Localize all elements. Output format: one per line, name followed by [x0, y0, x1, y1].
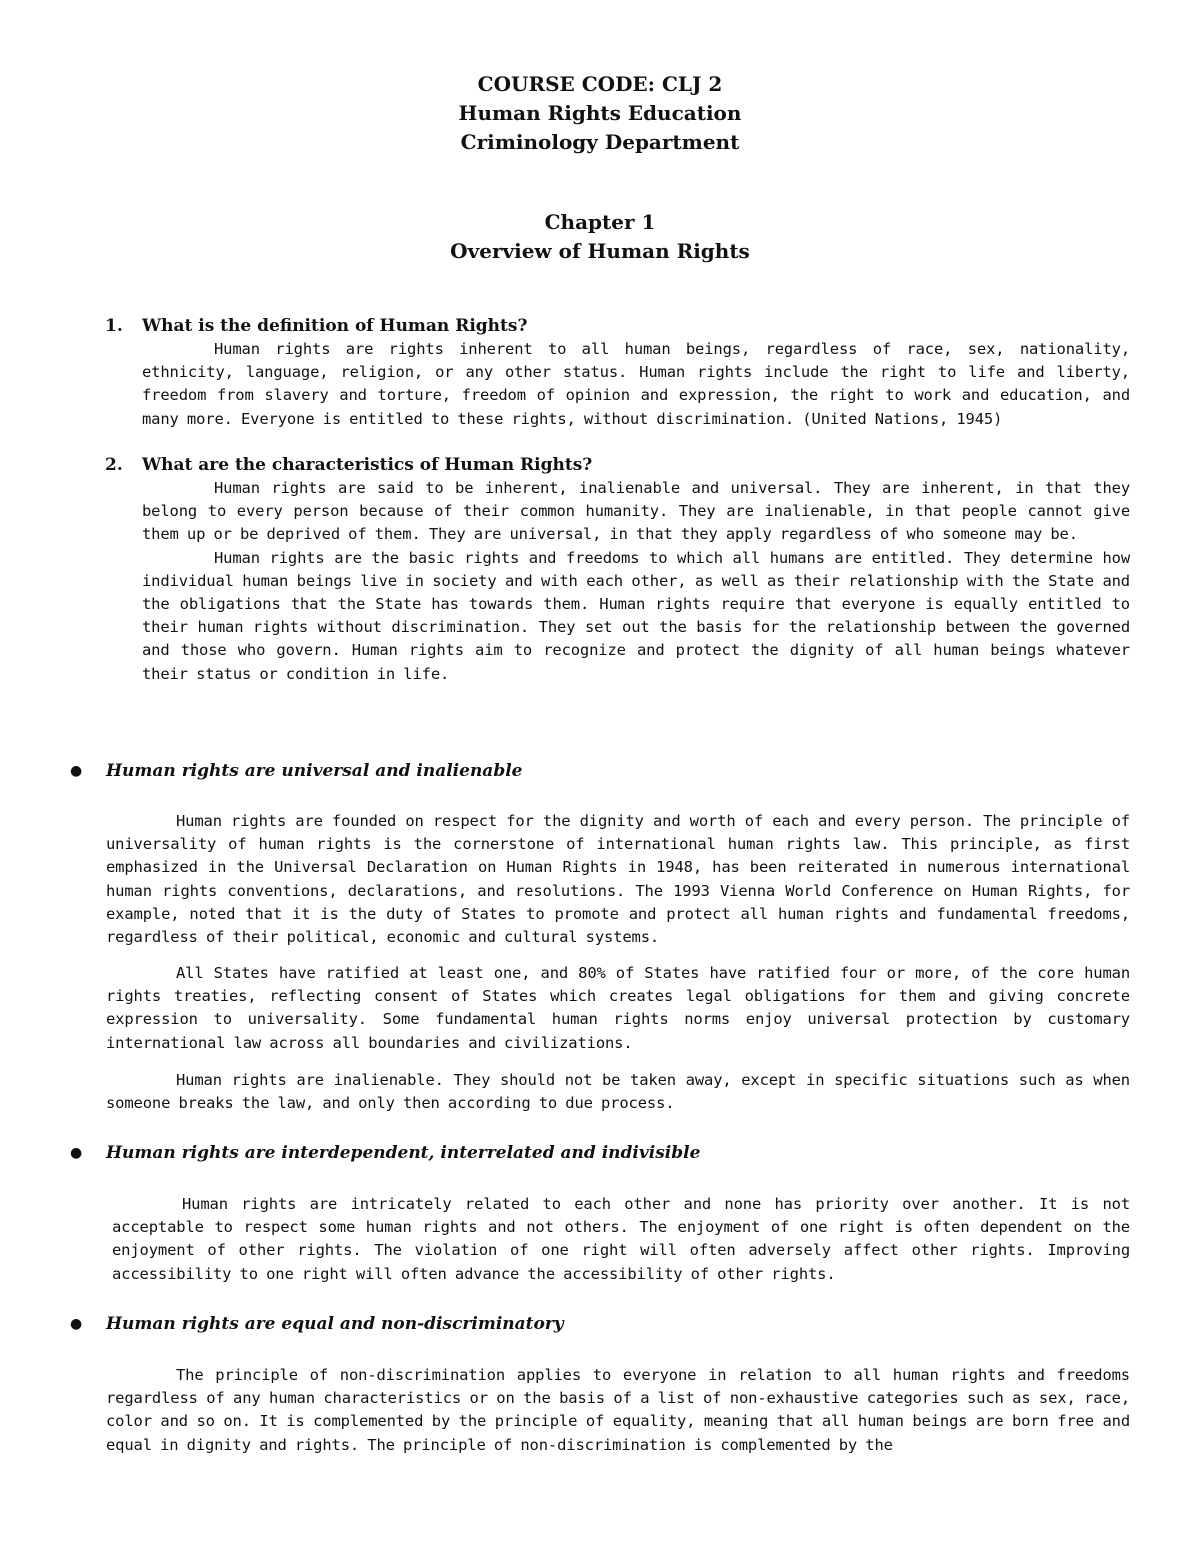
section-1-paragraph-2: All States have ratified at least one, and 80% of States have ratified four or more, of the core human rights treaties, reflecting consent of States which creates legal obligations for them and giving concrete expression to universality. Some fundamental human rights norms enjoy universal protection by customary international law across all boundaries and civilizations.	[106, 964, 1130, 1052]
section-heading-text: Human rights are interdependent, interrelated and indivisible	[106, 1143, 701, 1163]
section-2-paragraph-1: Human rights are intricately related to each other and none has priority over another. It is not acceptable to respect some human rights and not others. The enjoyment of one right is often dependent on the enjoyment of other rights. The violation of one right will often adversely affect other rights. Improving accessibility to one right will often advance the accessibility of other rights.	[112, 1195, 1130, 1283]
question-number: 2.	[105, 455, 123, 475]
chapter-number: Chapter 1	[544, 210, 656, 234]
section-3-heading	[70, 1313, 564, 1336]
bullet-icon: ●	[70, 1145, 83, 1161]
question-number: 1.	[105, 316, 123, 336]
bullet-icon: ●	[70, 763, 83, 779]
question-2-answer	[142, 477, 1130, 686]
course-title: Human Rights Education	[458, 101, 742, 125]
section-3-paragraph-1: The principle of non-discrimination applies to everyone in relation to all human rights and freedoms regardless of any human characteristics or on the basis of a list of non-exhaustive categories such as sex, race, color and so on. It is complemented by the principle of equality, meaning that all human beings are born free and equal in dignity and rights. The principle of non-discrimination is complemented by the	[106, 1366, 1130, 1454]
question-text: What are the characteristics of Human Rights?	[142, 455, 593, 475]
section-1-paragraph-1: Human rights are founded on respect for the dignity and worth of each and every person. The principle of universality of human rights is the cornerstone of international human rights law. This principle, as first emphasized in the Universal Declaration on Human Rights in 1948, has been reiterated in numerous international human rights conventions, declarations, and resolutions. The 1993 Vienna World Conference on Human Rights, for example, noted that it is the duty of States to promote and protect all human rights and fundamental freedoms, regardless of their political, economic and cultural systems.	[106, 812, 1130, 947]
question-text: What is the definition of Human Rights?	[142, 316, 528, 336]
section-1-paragraph-3: Human rights are inalienable. They should not be taken away, except in specific situations such as when someone breaks the law, and only then according to due process.	[106, 1071, 1130, 1113]
section-2-heading	[70, 1142, 700, 1165]
section-1-heading	[70, 760, 522, 783]
course-code: COURSE CODE: CLJ 2	[477, 72, 723, 96]
chapter-title: Overview of Human Rights	[450, 239, 750, 263]
question-2-title	[105, 454, 592, 477]
section-heading-text: Human rights are universal and inalienable	[106, 761, 523, 781]
chapter-header	[0, 208, 1200, 266]
course-header	[0, 70, 1200, 157]
question-1-answer	[142, 338, 1130, 431]
answer-paragraph: Human rights are the basic rights and freedoms to which all humans are entitled. They determine how individual human beings live in society and with each other, as well as their relationship with the State and the obligations that the State has towards them. Human rights require that everyone is equally entitled to their human rights without discrimination. They set out the basis for the relationship between the governed and those who govern. Human rights aim to recognize and protect the dignity of all human beings whatever their status or condition in life.	[142, 548, 1130, 683]
department-name: Criminology Department	[460, 130, 740, 154]
answer-paragraph: Human rights are said to be inherent, inalienable and universal. They are inherent, in that they belong to every person because of their common humanity. They are inalienable, in that people cannot give them up or be deprived of them. They are universal, in that they apply regardless of who someone may be.	[142, 479, 1130, 544]
bullet-icon: ●	[70, 1316, 83, 1332]
question-1-title	[105, 315, 527, 338]
answer-paragraph: Human rights are rights inherent to all human beings, regardless of race, sex, nationality, ethnicity, language, religion, or any other status. Human rights include the right to life and liberty, freedom from slavery and torture, freedom of opinion and expression, the right to work and education, and many more. Everyone is entitled to these rights, without discrimination. (United Nations, 1945)	[142, 340, 1130, 428]
section-heading-text: Human rights are equal and non-discriminatory	[106, 1314, 564, 1334]
